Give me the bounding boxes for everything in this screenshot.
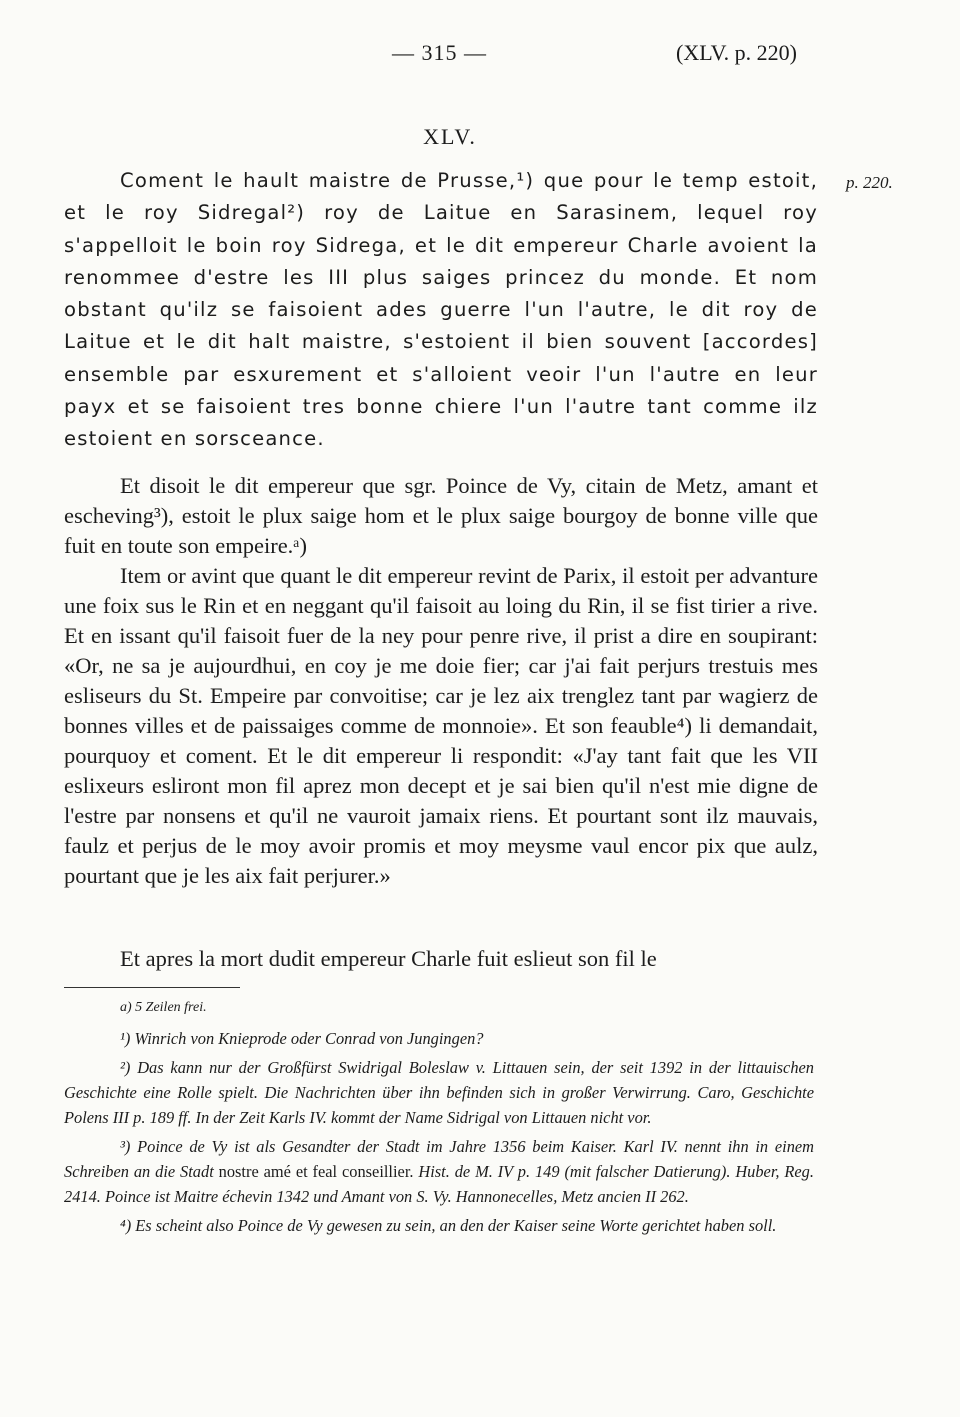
- paragraph-text: Et apres la mort dudit empereur Charle fuit eslieut son fil le: [120, 946, 657, 971]
- page-reference: (XLV. p. 220): [676, 40, 798, 65]
- page-number: — 315 —: [392, 40, 487, 65]
- page-header: [0, 40, 960, 76]
- footnote-3-text: ³) Poince de Vy ist als Gesandter der Stadt im Jahre 1356 beim Kaiser. Karl IV. nennt ihn in einem Schreiben an die Stadt: [64, 1137, 814, 1181]
- footnote-3-source: Hist. de M. IV p. 149 (mit falscher Datierung). Huber, Reg. 2414. Poince ist Maitre échevin 1342 und Amant von S. Vy. Hannonecelles, Metz ancien II 262.: [64, 1162, 814, 1206]
- footnote-3: [64, 1134, 814, 1209]
- body-paragraph-2: [64, 471, 818, 561]
- footnote-a: a) 5 Zeilen frei.: [120, 1000, 207, 1015]
- footnote-1: ¹) Winrich von Knieprode oder Conrad von Jungingen?: [120, 1029, 484, 1048]
- body-paragraph-3: [64, 561, 818, 891]
- footnote-2: ²) Das kann nur der Großfürst Swidrigal Boleslaw v. Littauen sein, der seit 1392 in der littauischen Geschichte eine Rolle spielt. Die Nachrichten über ihn befinden sich in großer Verwirrung. Caro, Geschichte Polens III p. 189 ff. In der Zeit Karls IV. kommt der Name Sidrigal von Littauen nicht vor.: [64, 1058, 814, 1127]
- section-title: XLV.: [423, 124, 477, 149]
- footnote-4: ⁴) Es scheint also Poince de Vy gewesen zu sein, an den der Kaiser seine Worte gerichtet haben soll.: [120, 1216, 777, 1235]
- paragraph-text: Coment le hault maistre de Prusse,¹) que pour le temp estoit, et le roy Sidregal²) roy de Laitue en Sarasinem, lequel roy s'appelloit le boin roy Sidrega, et le dit empereur Charle avoient la renommee d'estre les III plus saiges princez du monde. Et nom obstant qu'ilz se faisoient ades guerre l'un l'autre, le dit roy de Laitue et le dit halt maistre, s'estoient il bien souvent [accordes] ensemble par esxurement et s'alloient veoir l'un l'autre en leur payx et se faisoient tres bonne chiere l'un l'autre tant comme ilz estoient en sorsceance.: [64, 169, 818, 451]
- margin-page-reference: p. 220.: [846, 173, 893, 192]
- footnote-divider: [64, 987, 240, 988]
- body-paragraph-4: [64, 944, 818, 974]
- paragraph-text: Et disoit le dit empereur que sgr. Poince de Vy, citain de Metz, amant et escheving³), estoit le plux saige hom et le plux saige bourgoy de bonne ville que fuit en toute son empeire.ᵃ): [64, 473, 818, 558]
- footnotes: [64, 995, 814, 1242]
- footnote-3-quote: nostre amé et feal conseillier.: [218, 1162, 414, 1181]
- paragraph-text: Item or avint que quant le dit empereur revint de Parix, il estoit per advanture une foix sus le Rin et en neggant qu'il faisoit au loing du Rin, il se fist tirier a rive. Et en issant qu'il faisoit fuer de la ney pour penre rive, il prist a dire en soupirant: «Or, ne sa je aujourdhui, en coy je me doie fier; car j'ai fait perjurs trestuis mes esliseurs du St. Empeire par convoitise; car je lez aix trenglez tant par wagierz de bonnes villes et de paissaiges comme de monnoie». Et son feauble⁴) li demandait, pourquoy et coment. Et le dit empereur li respondit: «J'ay tant fait que les VII eslixeurs esliront mon fil aprez mon decept et je sai bien qu'il n'est mie digne de l'estre par nonsens et qu'il ne vauroit jamaix riens. Et pourtant sont ilz mauvais, faulz et perjus de le moy avoir promis et moy meysme vaul encor pix que aulz, pourtant que je les aix fait perjurer.»: [64, 563, 818, 888]
- body-paragraph-1: [64, 165, 818, 456]
